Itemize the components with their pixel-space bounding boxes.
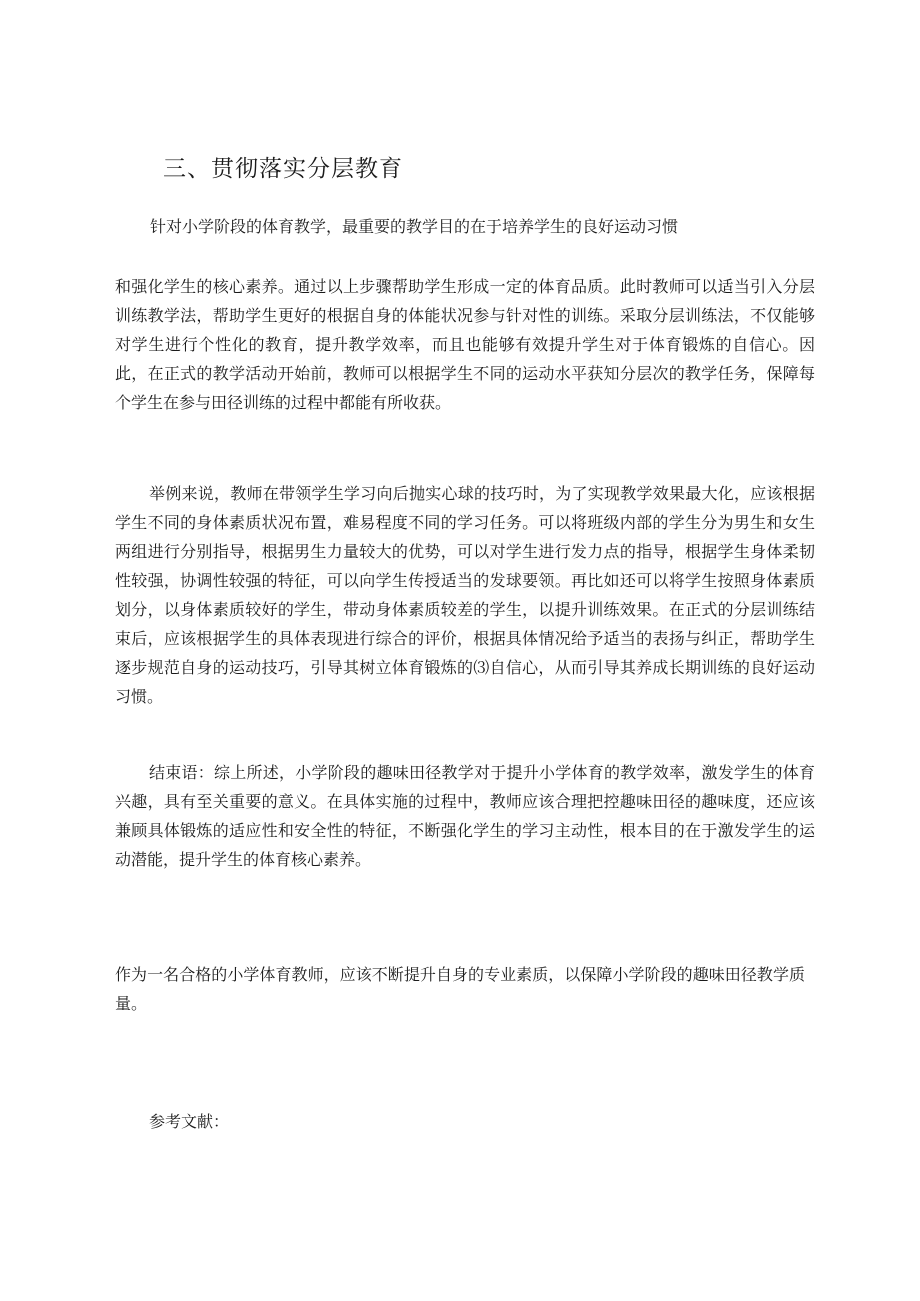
paragraph-conclusion: 结束语：综上所述，小学阶段的趣味田径教学对于提升小学体育的教学效率，激发学生的体育兴趣，具有至关重要的意义。在具体实施的过程中，教师应该合理把控趣味田径的趣味度，还应该兼顾具体锻炼的适应性和安全性的特征，不断强化学生的学习主动性，根本目的在于激发学生的运动潜能，提升学生的体育核心素养。 (115, 763, 815, 869)
paragraph-intro-line: 针对小学阶段的体育教学，最重要的教学目的在于培养学生的良好运动习惯 (150, 217, 679, 236)
paragraph-example: 举例来说，教师在带领学生学习向后抛实心球的技巧时，为了实现教学效果最大化，应该根据学生不同的身体素质状况布置，难易程度不同的学习任务。可以将班级内部的学生分为男生和女生两组进行分别指导，根据男生力量较大的优势，可以对学生进行发力点的指导，根据学生身体柔韧性较强，协调性较强的特征，可以向学生传授适当的发球要领。再比如还可以将学生按照身体素质划分，以身体素质较好的学生，带动身体素质较差的学生，以提升训练效果。在正式的分层训练结束后，应该根据学生的具体表现进行综合的评价，根据具体情况给予适当的表扬与纠正，帮助学生逐步规范自身的运动技巧，引导其树立体育锻炼的⑶自信心，从而引导其养成长期训练的良好运动习惯。 (115, 484, 815, 706)
paragraph-closing: 作为一名合格的小学体育教师，应该不断提升自身的专业素质，以保障小学阶段的趣味田径教学质量。 (115, 965, 805, 1013)
paragraph-layered-training: 和强化学生的核心素养。通过以上步骤帮助学生形成一定的体育品质。此时教师可以适当引入分层训练教学法，帮助学生更好的根据自身的体能状况参与针对性的训练。采取分层训练法，不仅能够对学生进行个性化的教育，提升教学效率，而且也能够有效提升学生对于体育锻炼的自信心。因此，在正式的教学活动开始前，教师可以根据学生不同的运动水平获知分层次的教学任务，保障每个学生在参与田径训练的过程中都能有所收获。 (115, 277, 815, 412)
references-label: 参考文献： (149, 1112, 230, 1131)
section-heading: 三、贯彻落实分层教育 (163, 156, 403, 182)
